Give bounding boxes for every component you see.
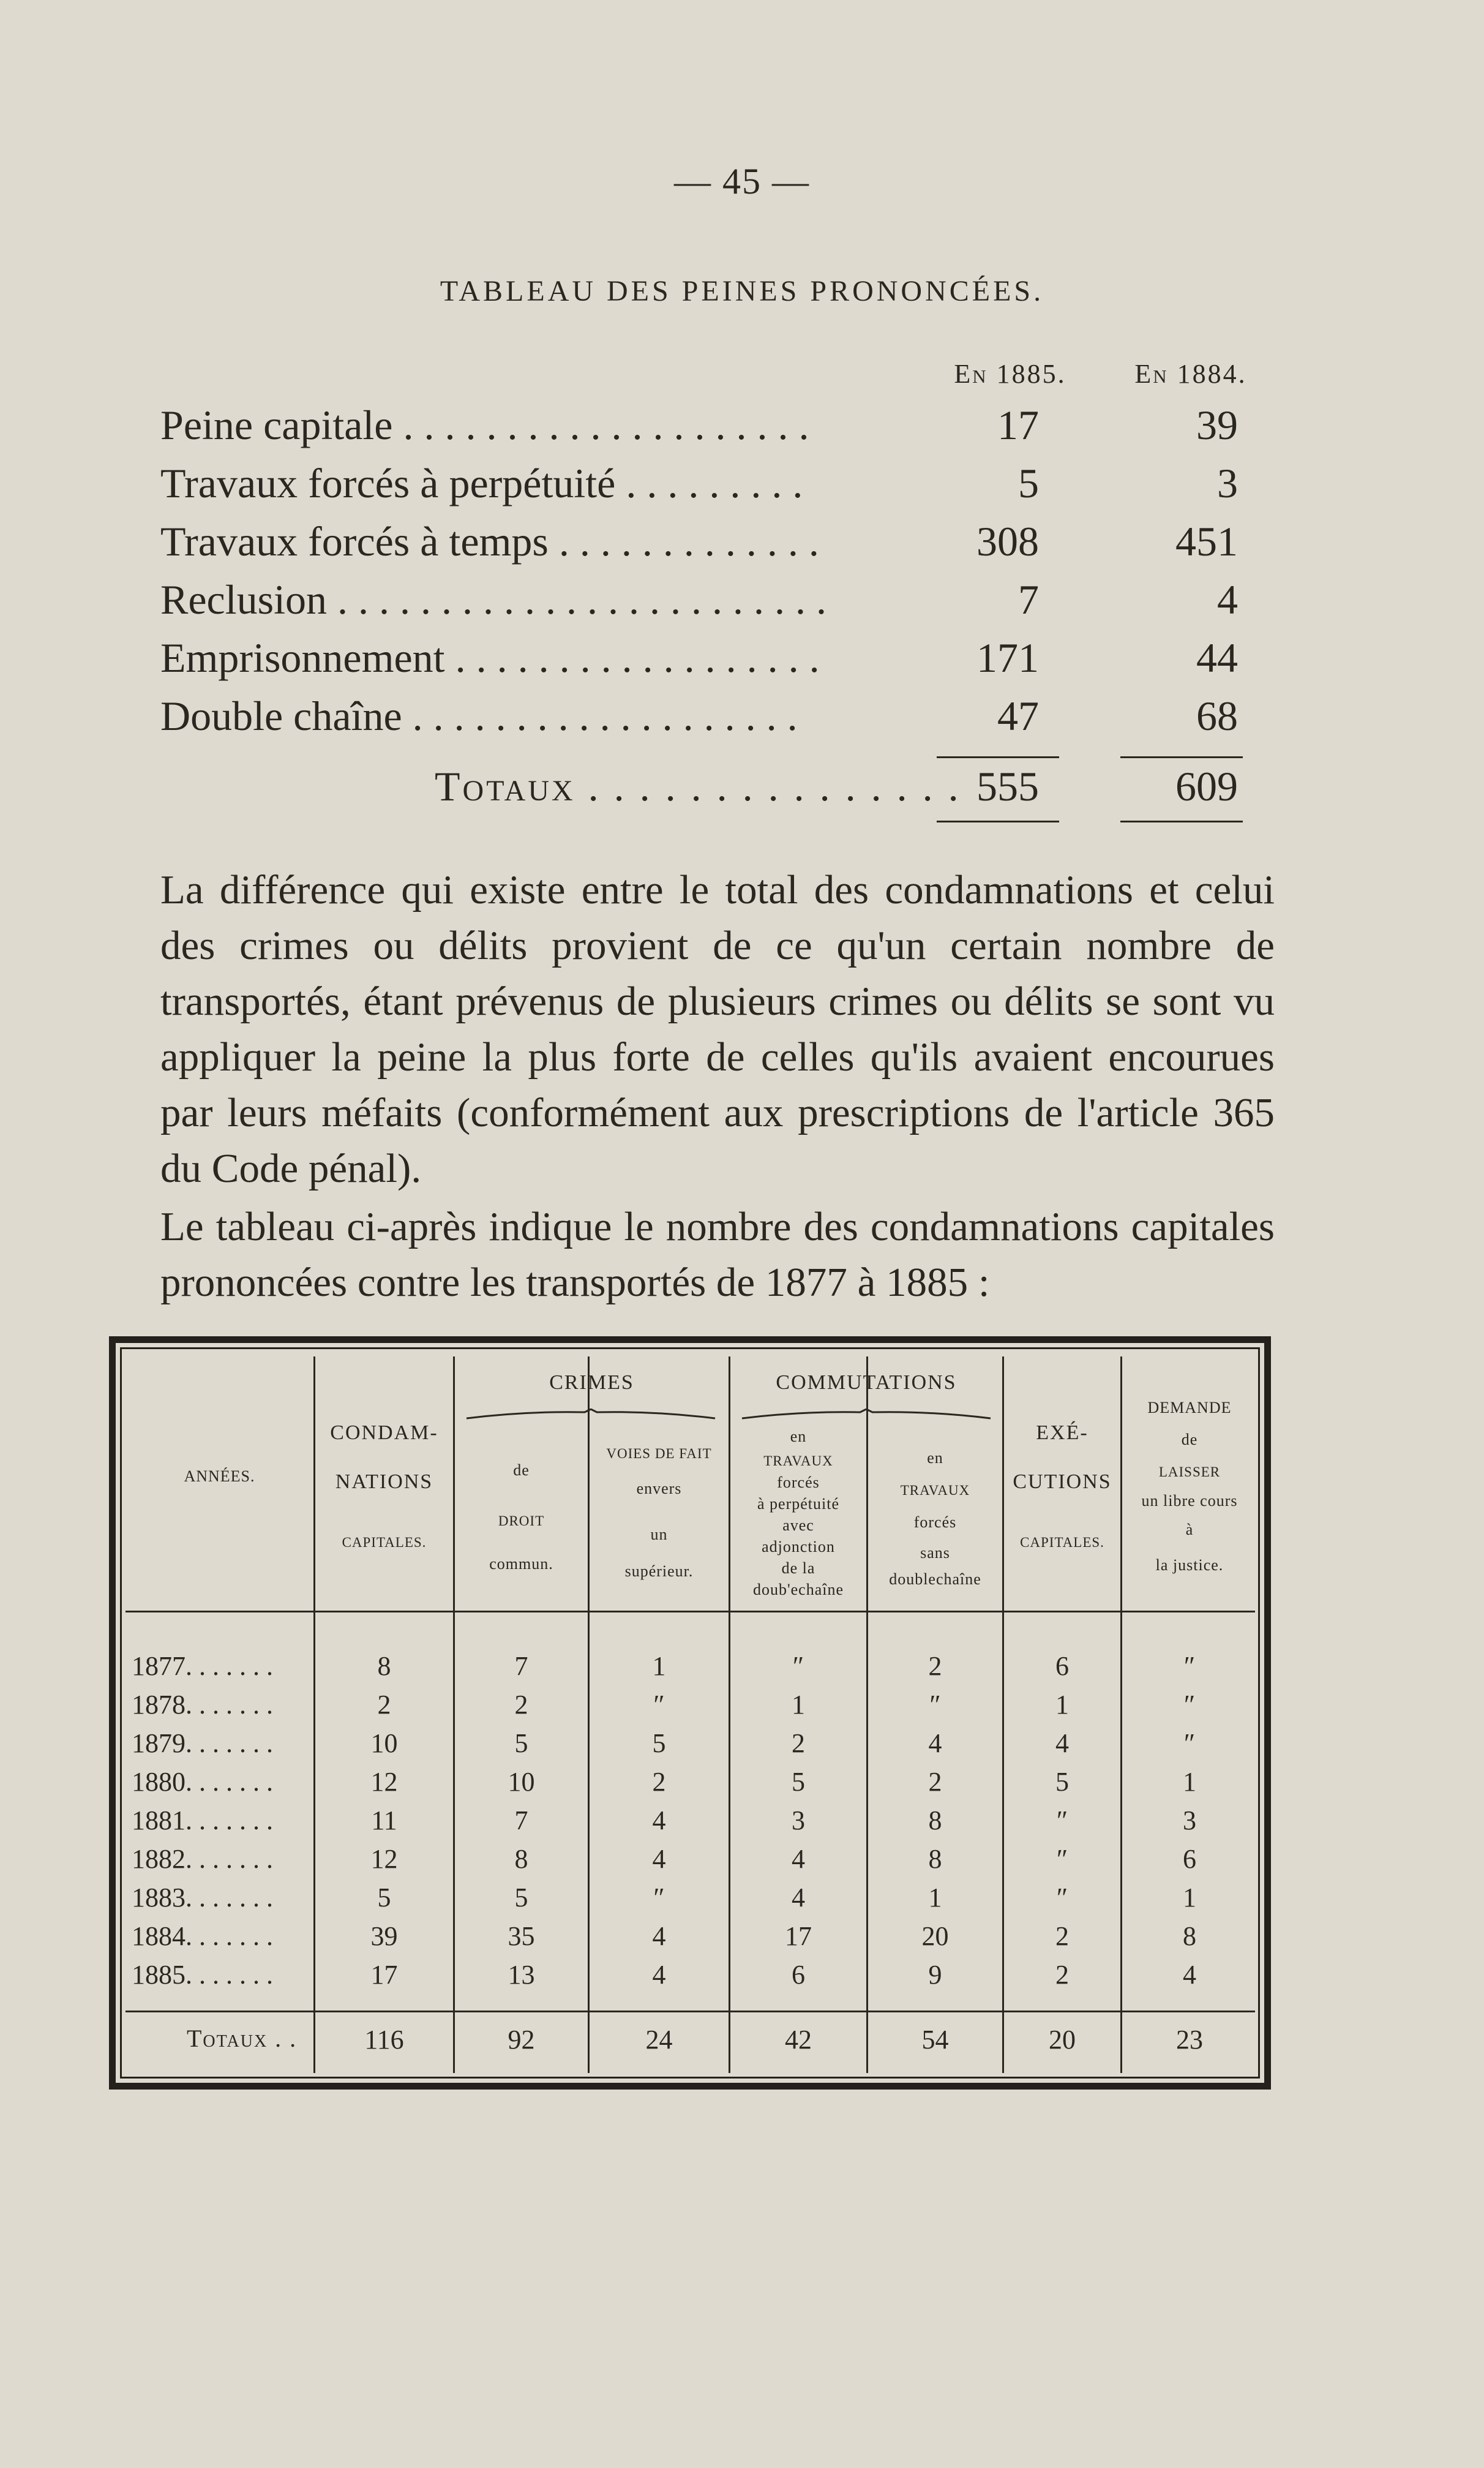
summary-row bbox=[160, 517, 1275, 566]
summary-value-1885: 7 bbox=[1018, 576, 1039, 623]
cell-travaux-sans-chaine: 1 bbox=[928, 1883, 942, 1913]
cell-voies-de-fait: 2 bbox=[652, 1767, 666, 1797]
commutations-brace-icon bbox=[741, 1409, 992, 1420]
cell-demande: 6 bbox=[1183, 1844, 1196, 1874]
header-voies-de-fait: supérieur. bbox=[624, 1562, 694, 1580]
cell-travaux-perpetuite: 6 bbox=[792, 1960, 805, 1990]
paragraph-2: Le tableau ci-après indique le nombre des condamnations capitales prononcées contre les transportés de 1877 à 1885 : bbox=[160, 1204, 1275, 1305]
header-travaux-perpetuite: en bbox=[790, 1428, 807, 1445]
summary-header-1884: En 1884. bbox=[1134, 359, 1247, 389]
row-year: 1877. . . . . . . bbox=[132, 1651, 273, 1681]
cell-travaux-perpetuite: 4 bbox=[792, 1844, 805, 1874]
summary-row bbox=[160, 692, 1275, 741]
summary-row-label: Reclusion . . . . . . . . . . . . . . . . . . . . . . . . bbox=[160, 576, 826, 623]
row-year: 1882. . . . . . . bbox=[132, 1844, 273, 1874]
header-demande: DEMANDE bbox=[1147, 1399, 1232, 1416]
page-number: — 45 — bbox=[674, 161, 810, 201]
header-travaux-sans-chaine: en bbox=[927, 1449, 943, 1467]
cell-travaux-perpetuite: 3 bbox=[792, 1805, 805, 1835]
summary-header-1885: En 1885. bbox=[954, 359, 1066, 389]
cell-executions: 1 bbox=[1055, 1690, 1069, 1720]
header-bottom-rule bbox=[126, 1611, 1255, 1612]
header-executions: CAPITALES. bbox=[1020, 1535, 1104, 1550]
cell-droit-commun: 7 bbox=[514, 1805, 528, 1835]
summary-total-label: Totaux . . . . . . . . . . . . . . . bbox=[435, 763, 961, 810]
header-demande: de bbox=[1181, 1431, 1198, 1448]
cell-travaux-perpetuite: 2 bbox=[792, 1728, 805, 1758]
total-executions: 20 bbox=[1049, 2025, 1076, 2055]
total-demande: 23 bbox=[1176, 2025, 1203, 2055]
cell-droit-commun: 5 bbox=[514, 1883, 528, 1913]
summary-row bbox=[160, 401, 1275, 450]
row-year: 1885. . . . . . . bbox=[132, 1960, 273, 1990]
cell-executions: 2 bbox=[1055, 1921, 1069, 1951]
summary-value-1884: 39 bbox=[1196, 402, 1238, 448]
cell-condamnations: 17 bbox=[370, 1960, 398, 1990]
summary-total-1884: 609 bbox=[1175, 763, 1238, 810]
header-travaux-perpetuite: forcés bbox=[777, 1473, 820, 1491]
total-condamnations: 116 bbox=[364, 2025, 404, 2055]
cell-travaux-sans-chaine: 20 bbox=[921, 1921, 949, 1951]
summary-value-1885: 171 bbox=[976, 634, 1039, 681]
cell-executions: 6 bbox=[1055, 1651, 1069, 1681]
cell-droit-commun: 5 bbox=[514, 1728, 528, 1758]
totals-rule bbox=[126, 2011, 1255, 2012]
summary-total-1885: 555 bbox=[976, 763, 1039, 810]
header-travaux-perpetuite: de la bbox=[781, 1559, 815, 1577]
total-voies-de-fait: 24 bbox=[645, 2025, 673, 2055]
cell-condamnations: 2 bbox=[377, 1690, 391, 1720]
summary-value-1885: 47 bbox=[997, 693, 1039, 739]
cell-travaux-perpetuite: 4 bbox=[792, 1883, 805, 1913]
cell-condamnations: 12 bbox=[370, 1767, 398, 1797]
cell-condamnations: 8 bbox=[377, 1651, 391, 1681]
cell-travaux-perpetuite: 17 bbox=[785, 1921, 812, 1951]
header-voies-de-fait: VOIES DE FAIT bbox=[606, 1446, 712, 1461]
cell-droit-commun: 13 bbox=[508, 1960, 535, 1990]
section-title: TABLEAU DES PEINES PRONONCÉES. bbox=[440, 275, 1044, 307]
cell-voies-de-fait: 4 bbox=[652, 1805, 666, 1835]
header-voies-de-fait: un bbox=[650, 1526, 668, 1543]
cell-demande: 8 bbox=[1183, 1921, 1196, 1951]
row-year: 1880. . . . . . . bbox=[132, 1767, 273, 1797]
header-travaux-perpetuite: avec bbox=[782, 1516, 814, 1534]
header-droit-commun: commun. bbox=[489, 1555, 553, 1573]
cell-demande: 4 bbox=[1183, 1960, 1196, 1990]
row-year: 1884. . . . . . . bbox=[132, 1921, 273, 1951]
total-droit-commun: 92 bbox=[508, 2025, 535, 2055]
cell-demande: 1 bbox=[1183, 1767, 1196, 1797]
header-travaux-sans-chaine: TRAVAUX bbox=[900, 1483, 970, 1498]
header-demande: LAISSER bbox=[1158, 1464, 1221, 1480]
cell-droit-commun: 2 bbox=[514, 1690, 528, 1720]
header-condamnations: NATIONS bbox=[335, 1470, 433, 1493]
cell-demande: ″ bbox=[1183, 1690, 1196, 1720]
summary-total-rule bbox=[937, 821, 1059, 822]
header-demande: la justice. bbox=[1155, 1556, 1224, 1574]
header-executions: CUTIONS bbox=[1013, 1470, 1112, 1493]
crimes-brace-icon bbox=[465, 1409, 716, 1420]
cell-voies-de-fait: 4 bbox=[652, 1921, 666, 1951]
summary-value-1884: 3 bbox=[1217, 460, 1238, 506]
summary-value-1884: 4 bbox=[1217, 576, 1238, 623]
cell-condamnations: 39 bbox=[370, 1921, 398, 1951]
summary-row-label: Double chaîne . . . . . . . . . . . . . . . . . . . bbox=[160, 693, 798, 739]
cell-travaux-perpetuite: 1 bbox=[792, 1690, 805, 1720]
cell-voies-de-fait: 4 bbox=[652, 1844, 666, 1874]
summary-sum-rule bbox=[1120, 756, 1243, 758]
cell-voies-de-fait: ″ bbox=[653, 1883, 665, 1913]
cell-voies-de-fait: 4 bbox=[652, 1960, 666, 1990]
header-executions: EXÉ- bbox=[1036, 1421, 1089, 1444]
cell-demande: ″ bbox=[1183, 1728, 1196, 1758]
header-travaux-sans-chaine: sans bbox=[920, 1544, 950, 1562]
header-condamnations: CONDAM- bbox=[330, 1421, 438, 1444]
row-year: 1883. . . . . . . bbox=[132, 1883, 273, 1913]
cell-travaux-sans-chaine: ″ bbox=[929, 1690, 941, 1720]
cell-demande: 3 bbox=[1183, 1805, 1196, 1835]
summary-row-label: Travaux forcés à perpétuité . . . . . . . . . bbox=[160, 460, 803, 506]
summary-row bbox=[160, 634, 1275, 683]
cell-droit-commun: 8 bbox=[514, 1844, 528, 1874]
summary-value-1884: 451 bbox=[1175, 518, 1238, 565]
header-travaux-perpetuite: doub'echaîne bbox=[752, 1581, 844, 1598]
header-droit-commun: DROIT bbox=[498, 1513, 545, 1529]
summary-value-1885: 5 bbox=[1018, 460, 1039, 506]
cell-voies-de-fait: 5 bbox=[652, 1728, 666, 1758]
header-droit-commun: de bbox=[513, 1461, 530, 1479]
summary-row-label: Emprisonnement . . . . . . . . . . . . . . . . . . bbox=[160, 634, 820, 681]
cell-travaux-perpetuite: 5 bbox=[792, 1767, 805, 1797]
header-voies-de-fait: envers bbox=[636, 1480, 682, 1497]
row-year: 1879. . . . . . . bbox=[132, 1728, 273, 1758]
summary-value-1884: 68 bbox=[1196, 693, 1238, 739]
cell-droit-commun: 7 bbox=[514, 1651, 528, 1681]
header-demande: à bbox=[1185, 1521, 1194, 1538]
row-year: 1878. . . . . . . bbox=[132, 1690, 273, 1720]
summary-row bbox=[160, 576, 1275, 625]
total-travaux-sans-chaine: 54 bbox=[921, 2025, 949, 2055]
cell-condamnations: 12 bbox=[370, 1844, 398, 1874]
summary-total-row bbox=[160, 762, 1275, 811]
summary-total-rule bbox=[1120, 821, 1243, 822]
cell-condamnations: 5 bbox=[377, 1883, 391, 1913]
cell-travaux-sans-chaine: 8 bbox=[928, 1805, 942, 1835]
cell-executions: ″ bbox=[1056, 1844, 1068, 1874]
header-crimes: CRIMES bbox=[549, 1371, 634, 1394]
summary-value-1885: 17 bbox=[997, 402, 1039, 448]
cell-demande: 1 bbox=[1183, 1883, 1196, 1913]
cell-condamnations: 10 bbox=[370, 1728, 398, 1758]
total-travaux-perpetuite: 42 bbox=[785, 2025, 812, 2055]
header-travaux-perpetuite: à perpétuité bbox=[757, 1495, 839, 1513]
cell-executions: 5 bbox=[1055, 1767, 1069, 1797]
header-commutations: COMMUTATIONS bbox=[776, 1371, 957, 1394]
cell-executions: 2 bbox=[1055, 1960, 1069, 1990]
totals-label: Totaux . . bbox=[187, 2025, 298, 2052]
cell-executions: 4 bbox=[1055, 1728, 1069, 1758]
header-condamnations: CAPITALES. bbox=[342, 1535, 427, 1550]
cell-travaux-sans-chaine: 8 bbox=[928, 1844, 942, 1874]
cell-droit-commun: 10 bbox=[508, 1767, 535, 1797]
cell-travaux-sans-chaine: 2 bbox=[928, 1651, 942, 1681]
cell-travaux-sans-chaine: 4 bbox=[928, 1728, 942, 1758]
cell-condamnations: 11 bbox=[371, 1805, 397, 1835]
header-demande: un libre cours bbox=[1141, 1492, 1238, 1510]
row-year: 1881. . . . . . . bbox=[132, 1805, 273, 1835]
summary-row-label: Peine capitale . . . . . . . . . . . . . . . . . . . . bbox=[160, 402, 809, 448]
cell-demande: ″ bbox=[1183, 1651, 1196, 1681]
cell-droit-commun: 35 bbox=[508, 1921, 535, 1951]
header-travaux-perpetuite: adjonction bbox=[762, 1538, 835, 1556]
summary-value-1884: 44 bbox=[1196, 634, 1238, 681]
summary-value-1885: 308 bbox=[976, 518, 1039, 565]
header-travaux-sans-chaine: forcés bbox=[913, 1513, 957, 1531]
cell-travaux-perpetuite: ″ bbox=[792, 1651, 804, 1681]
cell-executions: ″ bbox=[1056, 1883, 1068, 1913]
summary-sum-rule bbox=[937, 756, 1059, 758]
cell-voies-de-fait: ″ bbox=[653, 1690, 665, 1720]
paragraph-1: La différence qui existe entre le total des condamnations et celui des crimes ou délits provient de ce qu'un certain nombre de transportés, étant prévenus de plusieurs crimes ou délits se sont vu appliquer la peine la plus forte de celles qu'ils avaient encourues par leurs méfaits (conformément aux prescriptions de l'article 365 du Code pénal). bbox=[160, 867, 1275, 1191]
header-travaux-sans-chaine: doublechaîne bbox=[889, 1570, 981, 1588]
cell-executions: ″ bbox=[1056, 1805, 1068, 1835]
summary-row-label: Travaux forcés à temps . . . . . . . . . . . . . bbox=[160, 518, 819, 565]
cell-travaux-sans-chaine: 9 bbox=[928, 1960, 942, 1990]
header-travaux-perpetuite: TRAVAUX bbox=[763, 1453, 833, 1469]
summary-row bbox=[160, 459, 1275, 508]
cell-voies-de-fait: 1 bbox=[652, 1651, 666, 1681]
header-annees: ANNÉES. bbox=[184, 1467, 255, 1485]
cell-travaux-sans-chaine: 2 bbox=[928, 1767, 942, 1797]
